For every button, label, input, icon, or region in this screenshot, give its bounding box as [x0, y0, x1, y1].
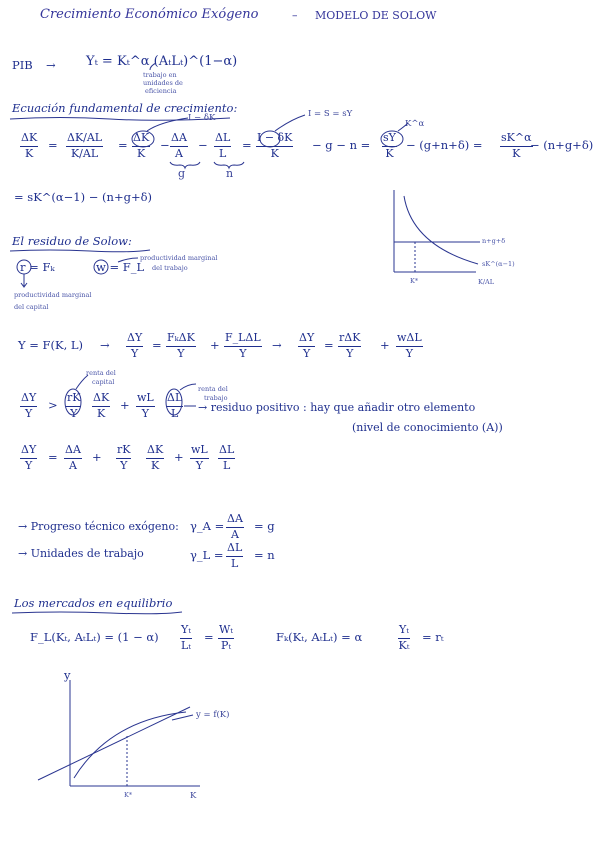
- graph2-tangent: [38, 707, 190, 780]
- brace-g: [170, 162, 200, 168]
- graph1-curve-label: sK^(α−1): [482, 260, 515, 268]
- final-dk-k: $\frac{\Delta K}{K}$: [147, 443, 164, 472]
- page-subtitle: MODELO DE SOLOW: [315, 9, 437, 22]
- fk-tail: = rₜ: [422, 630, 444, 644]
- pm-capital-1: productividad marginal: [14, 291, 92, 299]
- fl-yt-lt: $\frac{\text{Yₜ}}{\text{Lₜ}}$: [180, 623, 191, 652]
- mercados-heading: Los mercados en equilibrio: [14, 596, 173, 610]
- w-equals-fl: w = F_L: [96, 260, 145, 274]
- circle-rk: [65, 389, 81, 415]
- unidades-trabajo-label: → Unidades de trabajo: [18, 547, 144, 560]
- final-da-a: $\frac{\Delta A}{A}$: [65, 443, 81, 472]
- fundamental-heading: Ecuación fundamental de crecimiento:: [12, 101, 238, 115]
- equals-sign: =: [118, 138, 128, 152]
- equals-sign: =: [152, 338, 162, 352]
- fk-yt-kt: $\frac{\text{Yₜ}}{\text{Kₜ}}$: [398, 623, 410, 652]
- fraction-da-a: $\frac{\Delta A}{A}$: [171, 131, 187, 160]
- fraction-dy-y-2: $\frac{\Delta Y}{Y}$: [299, 331, 315, 360]
- renta-cap-arrow: [76, 375, 88, 389]
- circle-w: [94, 260, 108, 274]
- ineq-dk-k: $\frac{\Delta K}{K}$: [93, 391, 110, 420]
- graph1-k-star: K*: [410, 277, 419, 285]
- fraction-r-dk-y: rΔK Y: [339, 331, 361, 360]
- graph1-saving-curve: [404, 196, 478, 264]
- pib-equation: Yₜ = Kₜ^α (AₜLₜ)^(1−α): [86, 54, 238, 69]
- pib-note-3: eficiencia: [145, 87, 177, 95]
- fraction-investment-k: $\frac{I - \delta K}{K}$: [257, 131, 293, 160]
- k-alpha-note: K^α: [405, 119, 425, 129]
- renta-capital-2: capital: [92, 378, 115, 386]
- residuo-knowledge-text: (nivel de conocimiento (A)): [352, 421, 503, 434]
- plus-sign: +: [92, 450, 102, 464]
- graph2-curve: [74, 712, 186, 778]
- final-dl-l: $\frac{\Delta L}{L}$: [219, 443, 235, 472]
- equals-sign: =: [204, 630, 214, 644]
- graph1-x-label: K/AL: [478, 278, 495, 286]
- pib-note-2: unidades de: [143, 79, 183, 87]
- fraction-dk-k-circled: $\frac{\Delta K}{K}$: [133, 131, 150, 160]
- renta-trabajo-2: trabajo: [204, 394, 228, 402]
- graph2-k-star: K*: [124, 791, 133, 799]
- brace-label-n: n: [226, 167, 234, 180]
- gamma-a-value: = g: [254, 519, 275, 533]
- savings-note: I = S = sY: [308, 109, 353, 119]
- gamma-l-fraction: $\frac{\Delta L}{L}$: [227, 541, 243, 570]
- minus-sign: −: [198, 138, 208, 152]
- final-wl-y: $\frac{wL}{Y}$: [191, 443, 208, 472]
- residuo-heading: El residuo de Solow:: [12, 234, 132, 248]
- gamma-l-value: = n: [254, 548, 275, 562]
- minus-depreciation-term: − (g+n+δ) =: [406, 138, 483, 152]
- residuo-positivo-text: → residuo positivo : hay que añadir otro elemento: [198, 401, 476, 414]
- title-dash: –: [292, 9, 298, 22]
- fraction-dk-k: $\frac{\Delta K}{K}$: [21, 131, 38, 160]
- w-arrow-to-note: [118, 258, 138, 262]
- plus-sign: +: [210, 338, 220, 352]
- implies-arrow: →: [100, 338, 110, 352]
- equals-sign: =: [48, 138, 58, 152]
- equals-sign: =: [48, 450, 58, 464]
- fundamental-result: = sK^(α−1) − (n+g+δ): [14, 190, 152, 204]
- fl-equation: F_L(Kₜ, AₜLₜ) = (1 − α): [30, 630, 159, 644]
- fraction-w-dl-y: wΔL Y: [397, 331, 422, 360]
- graph2-production: [38, 680, 200, 786]
- page-title: Crecimiento Económico Exógeno: [40, 7, 259, 22]
- pib-note-arrow: [150, 63, 156, 70]
- circle-dk: [132, 131, 154, 147]
- plus-sign: +: [380, 338, 390, 352]
- renta-trabajo-1: renta del: [198, 385, 228, 393]
- ineq-rk-y: $\frac{rK}{Y}$: [67, 391, 81, 420]
- graph2-curve-label: y = f(K): [196, 710, 230, 720]
- arrow-to-savings-note: [275, 115, 305, 131]
- plus-sign: +: [120, 398, 130, 412]
- gamma-l-label: γ_L =: [190, 548, 224, 562]
- mercados-underline: [12, 612, 182, 614]
- circle-r: [17, 260, 31, 274]
- minus-sign: −: [160, 138, 170, 152]
- fraction-fk-dk-y: FₖΔK Y: [167, 331, 195, 360]
- plus-sign: +: [174, 450, 184, 464]
- ineq-dy-y: $\frac{\Delta Y}{Y}$: [21, 391, 37, 420]
- minus-g-minus-n: − g − n =: [312, 138, 371, 152]
- pm-trabajo-1: productividad marginal: [140, 254, 218, 262]
- gamma-a-fraction: $\frac{\Delta A}{A}$: [227, 512, 243, 541]
- pm-trabajo-2: del trabajo: [152, 264, 188, 272]
- fraction-sk-alpha-k: $\frac{sK\^{}\alpha}{K}$: [501, 131, 532, 160]
- renta-capital-1: renta del: [86, 369, 116, 377]
- graph1-solow: [394, 190, 480, 272]
- graph2-label-arrow: [172, 715, 193, 720]
- ineq-wl-y: $\frac{wL}{Y}$: [137, 391, 154, 420]
- r-equals-fk: r = Fₖ: [20, 260, 55, 274]
- production-function: Y = F(K, L): [18, 338, 84, 352]
- graph1-line-label: n+g+δ: [482, 237, 506, 245]
- final-rk-y: $\frac{rK}{Y}$: [117, 443, 131, 472]
- fraction-dl-l: $\frac{\Delta L}{L}$: [215, 131, 231, 160]
- implies-arrow-2: →: [272, 338, 282, 352]
- circle-dl: [166, 389, 182, 415]
- brace-label-g: g: [178, 167, 186, 180]
- circle-investment: [260, 131, 280, 147]
- fk-equation: Fₖ(Kₜ, AₜLₜ) = α: [276, 630, 363, 644]
- equals-sign: =: [242, 138, 252, 152]
- fraction-dk-al: $\frac{\Delta K/AL}{K/AL}$: [67, 131, 103, 160]
- fl-wt-pt: $\frac{\text{Wₜ}}{\text{Pₜ}}$: [219, 623, 234, 652]
- fraction-sy-k: $\frac{sY}{K}$: [383, 131, 396, 160]
- greater-than: >: [48, 398, 58, 412]
- brace-n: [214, 162, 244, 168]
- investment-note: I − δK: [188, 113, 216, 123]
- final-dy-y: $\frac{\Delta Y}{Y}$: [21, 443, 37, 472]
- ineq-dl-l: $\frac{\Delta L}{L}$: [167, 391, 183, 420]
- progreso-tecnico-label: → Progreso técnico exógeno:: [18, 520, 179, 533]
- circle-sy: [381, 131, 403, 147]
- minus-depreciation-final: − (n+g+δ): [530, 138, 594, 152]
- pm-capital-2: del capital: [14, 303, 49, 311]
- arrow-to-k-alpha: [398, 123, 408, 131]
- fraction-fl-dl-y: F_LΔL Y: [225, 331, 261, 360]
- graph2-x-label: K: [190, 791, 197, 801]
- fraction-dy-y: $\frac{\Delta Y}{Y}$: [127, 331, 143, 360]
- r-down-arrow: [21, 274, 27, 287]
- pib-label: PIB: [12, 58, 33, 72]
- gamma-a-label: γ_A =: [190, 519, 225, 533]
- residuo-underline: [10, 250, 150, 252]
- fundamental-underline: [10, 118, 230, 121]
- renta-trab-arrow: [180, 384, 196, 390]
- equals-sign: =: [324, 338, 334, 352]
- graph2-y-label: y: [64, 668, 71, 682]
- pib-arrow: →: [46, 58, 56, 72]
- pib-note-1: trabajo en: [143, 71, 177, 79]
